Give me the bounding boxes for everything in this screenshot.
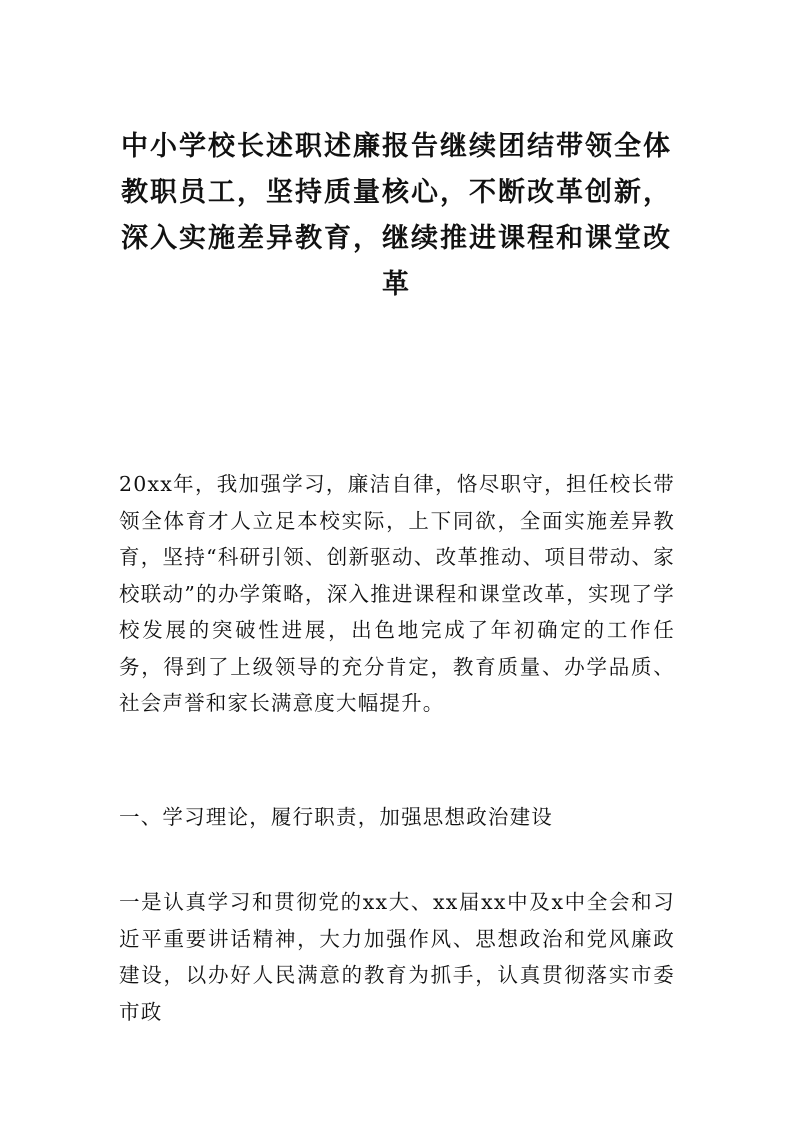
section-1-paragraph: 一是认真学习和贯彻党的xx大、xx届xx中及x中全会和习近平重要讲话精神，大力加强作风、思想政治和党风廉政建设，以办好人民满意的教育为抓手，认真贯彻落实市委市政 [119, 890, 675, 1024]
intro-paragraph: 20xx年，我加强学习，廉洁自律，恪尽职守，担任校长带领全体育才人立足本校实际，上下同欲，全面实施差异教育，坚持“科研引领、创新驱动、改革推动、项目带动、家校联动”的办学策略，深入推进课程和课堂改革，实现了学校发展的突破性进展，出色地完成了年初确定的工作任务，得到了上级领导的充分肯定，教育质量、办学品质、社会声誉和家长满意度大幅提升。 [119, 472, 675, 715]
section-heading-1: 一、学习理论，履行职责，加强思想政治建设 [119, 805, 553, 829]
document-title: 中小学校长述职述廉报告继续团结带领全体教职员工，坚持质量核心，不断改革创新，深入实施差异教育，继续推进课程和课堂改革 [121, 131, 672, 300]
